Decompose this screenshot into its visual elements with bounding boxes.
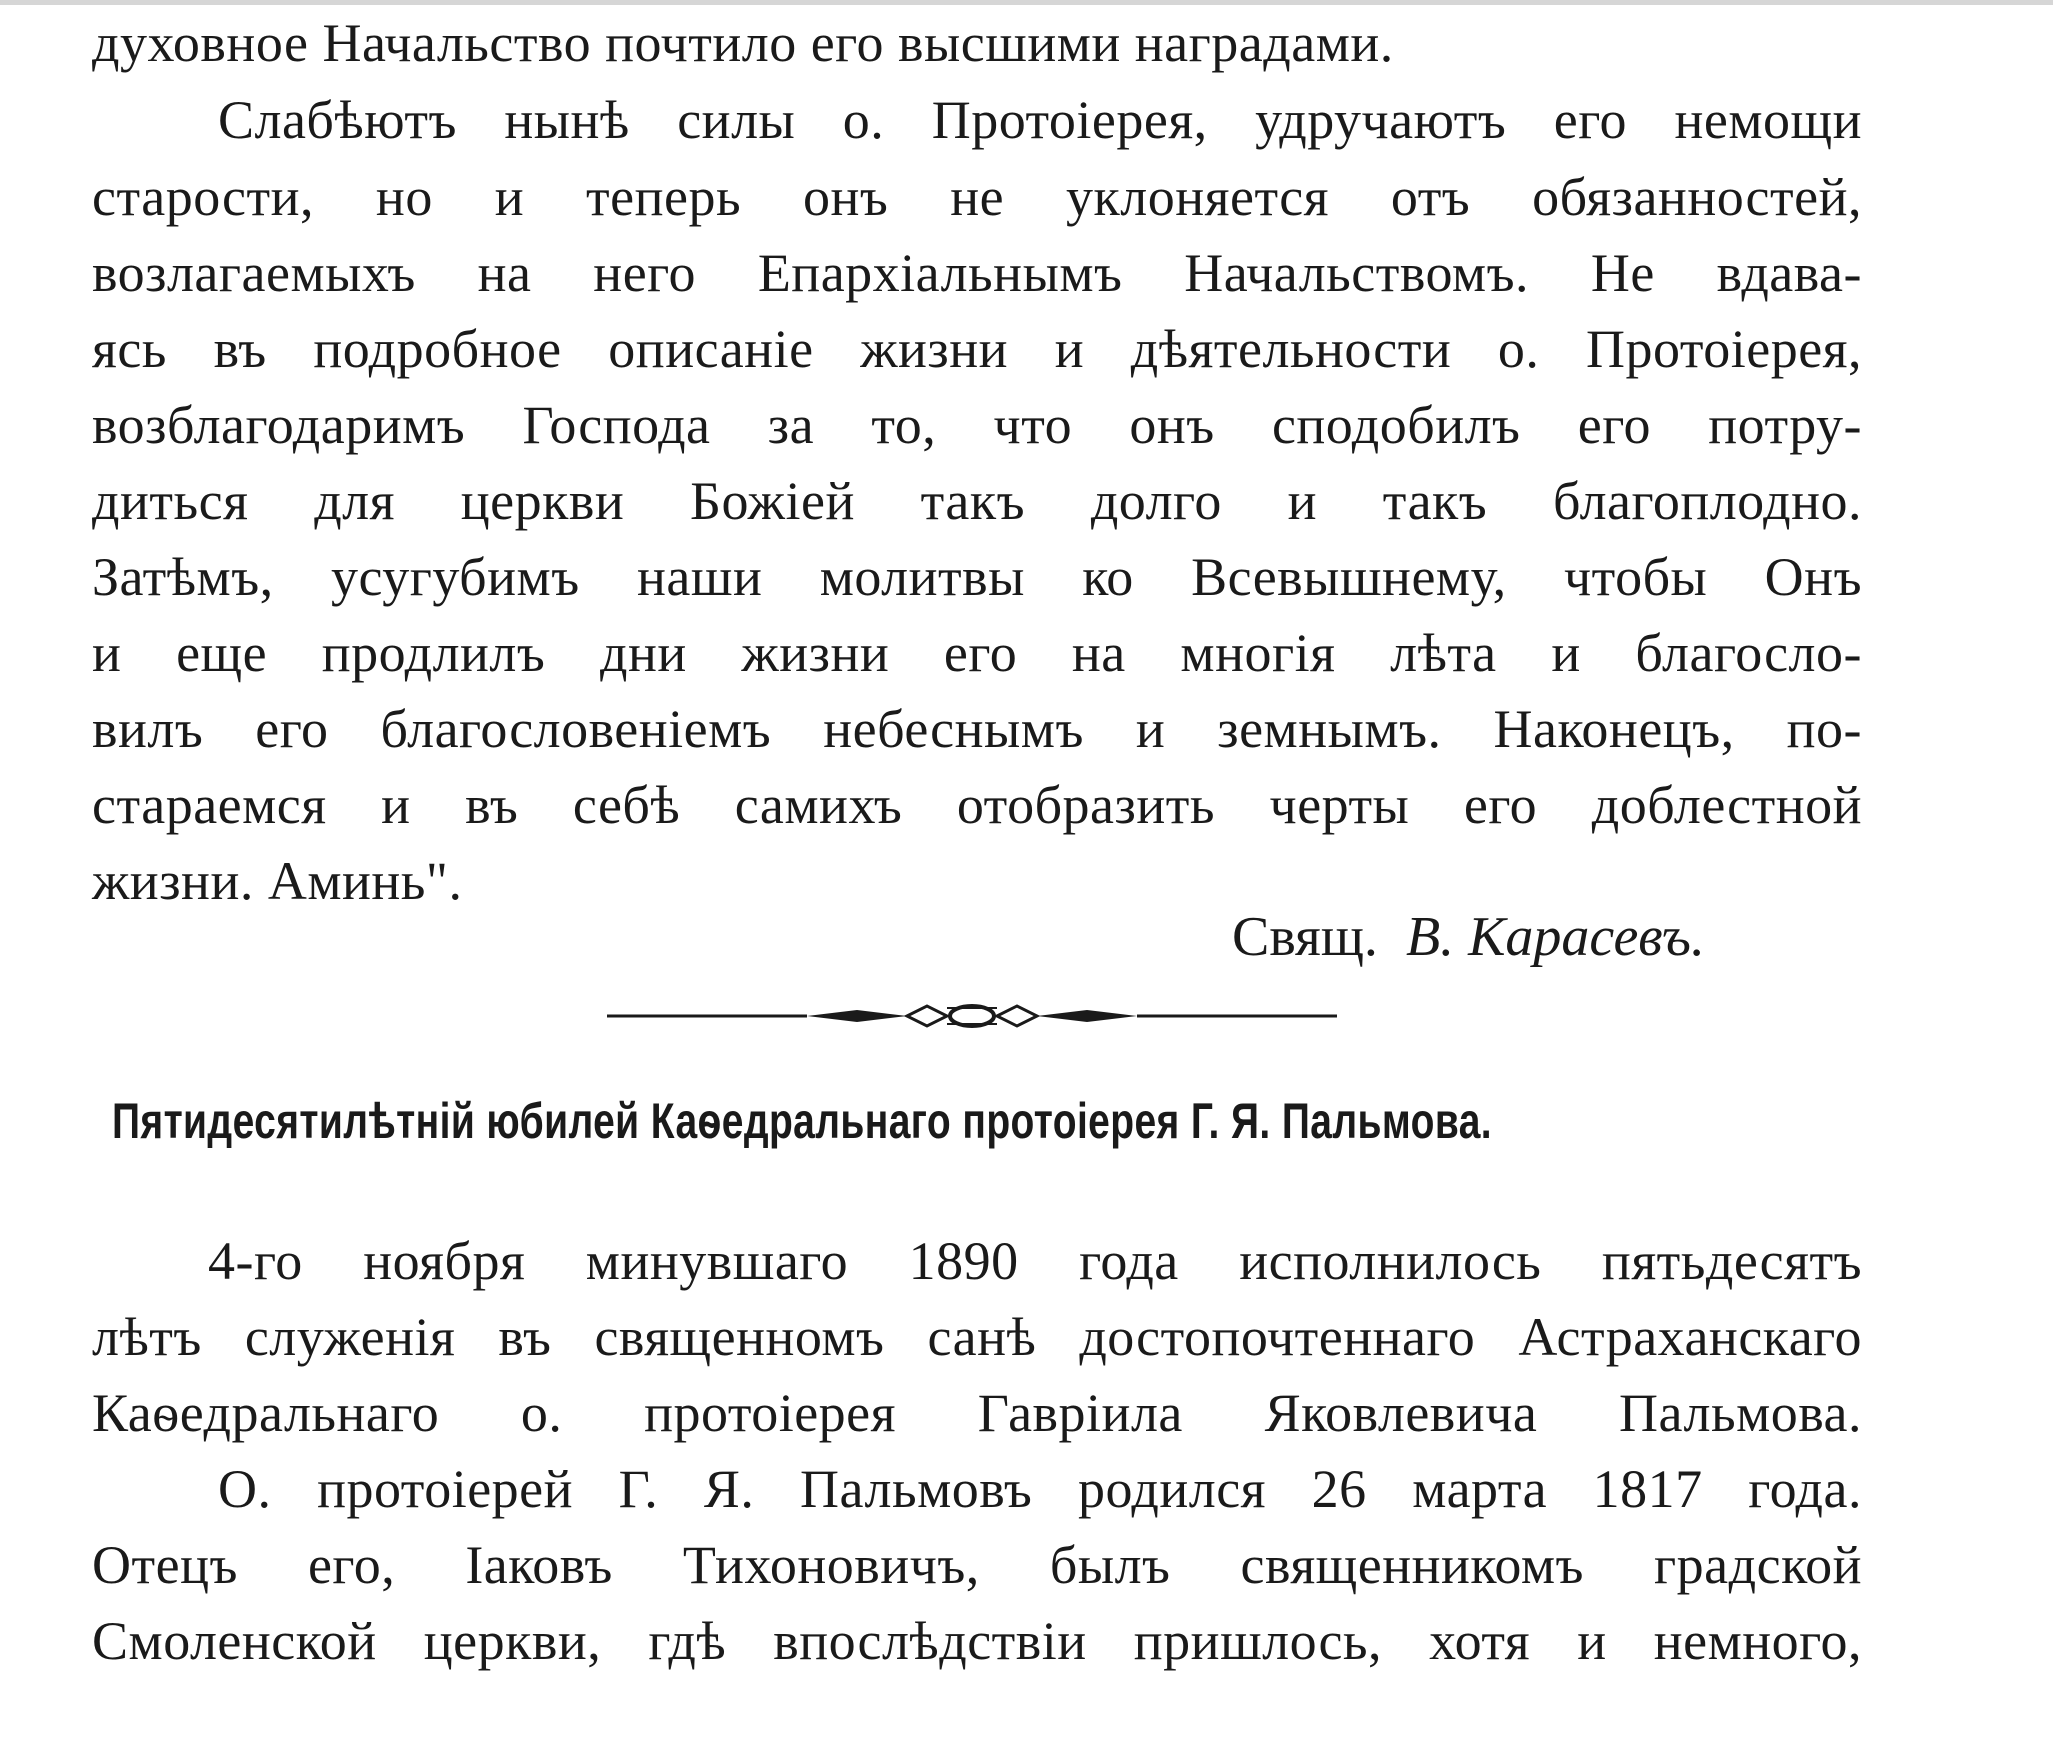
paragraph-line: Затѣмъ, усугубимъ наши молитвы ко Всевышнему, чтобы Онъ (92, 547, 1862, 607)
paragraph-line: лѣтъ служенія въ священномъ санѣ достопочтеннаго Астраханскаго (92, 1307, 1862, 1367)
paragraph-line: возлагаемыхъ на него Епархіальнымъ Начальствомъ. Не вдава- (92, 243, 1862, 303)
paragraph-line: О. протоіерей Г. Я. Пальмовъ родился 26 марта 1817 года. (218, 1459, 1862, 1519)
document-page (92, 6, 1862, 1756)
paragraph-line: жизни. Аминь". (92, 851, 463, 911)
article-heading: Пятидесятилѣтній юбилей Каѳедральнаго протоіерея Г. Я. Пальмова. (112, 1093, 1493, 1149)
paragraph-line: и еще продлилъ дни жизни его на многія лѣта и благосло- (92, 623, 1862, 683)
paragraph-line: Смоленской церкви, гдѣ впослѣдствіи пришлось, хотя и немного, (92, 1611, 1862, 1671)
paragraph-line: Слабѣютъ нынѣ силы о. Протоіерея, удручаютъ его немощи (218, 90, 1862, 150)
signature-title: Свящ. (1232, 906, 1378, 968)
ornamental-divider (607, 996, 1337, 1036)
signature-name: В. Карасевъ. (1405, 906, 1705, 968)
paragraph-line: 4-го ноября минувшаго 1890 года исполнилось пятьдесятъ (208, 1231, 1862, 1291)
paragraph-line: возблагодаримъ Господа за то, что онъ сподобилъ его потру- (92, 395, 1862, 455)
paragraph-line: старости, но и теперь онъ не уклоняется отъ обязанностей, (92, 167, 1862, 227)
paragraph-line: ясь въ подробное описаніе жизни и дѣятельности о. Протоіерея, (92, 319, 1862, 379)
paragraph-line: вилъ его благословеніемъ небеснымъ и земнымъ. Наконецъ, по- (92, 699, 1862, 759)
paragraph-line: духовное Начальство почтило его высшими наградами. (92, 13, 1394, 73)
paragraph-line: стараемся и въ себѣ самихъ отобразить черты его доблестной (92, 775, 1862, 835)
signature (1232, 902, 1705, 972)
paragraph-line: диться для церкви Божіей такъ долго и такъ благоплодно. (92, 471, 1862, 531)
page-top-edge (0, 0, 2053, 5)
paragraph-line: Каѳедральнаго о. протоіерея Гавріила Яковлевича Пальмова. (92, 1383, 1862, 1443)
paragraph-line: Отецъ его, Іаковъ Тихоновичъ, былъ священникомъ градской (92, 1535, 1862, 1595)
